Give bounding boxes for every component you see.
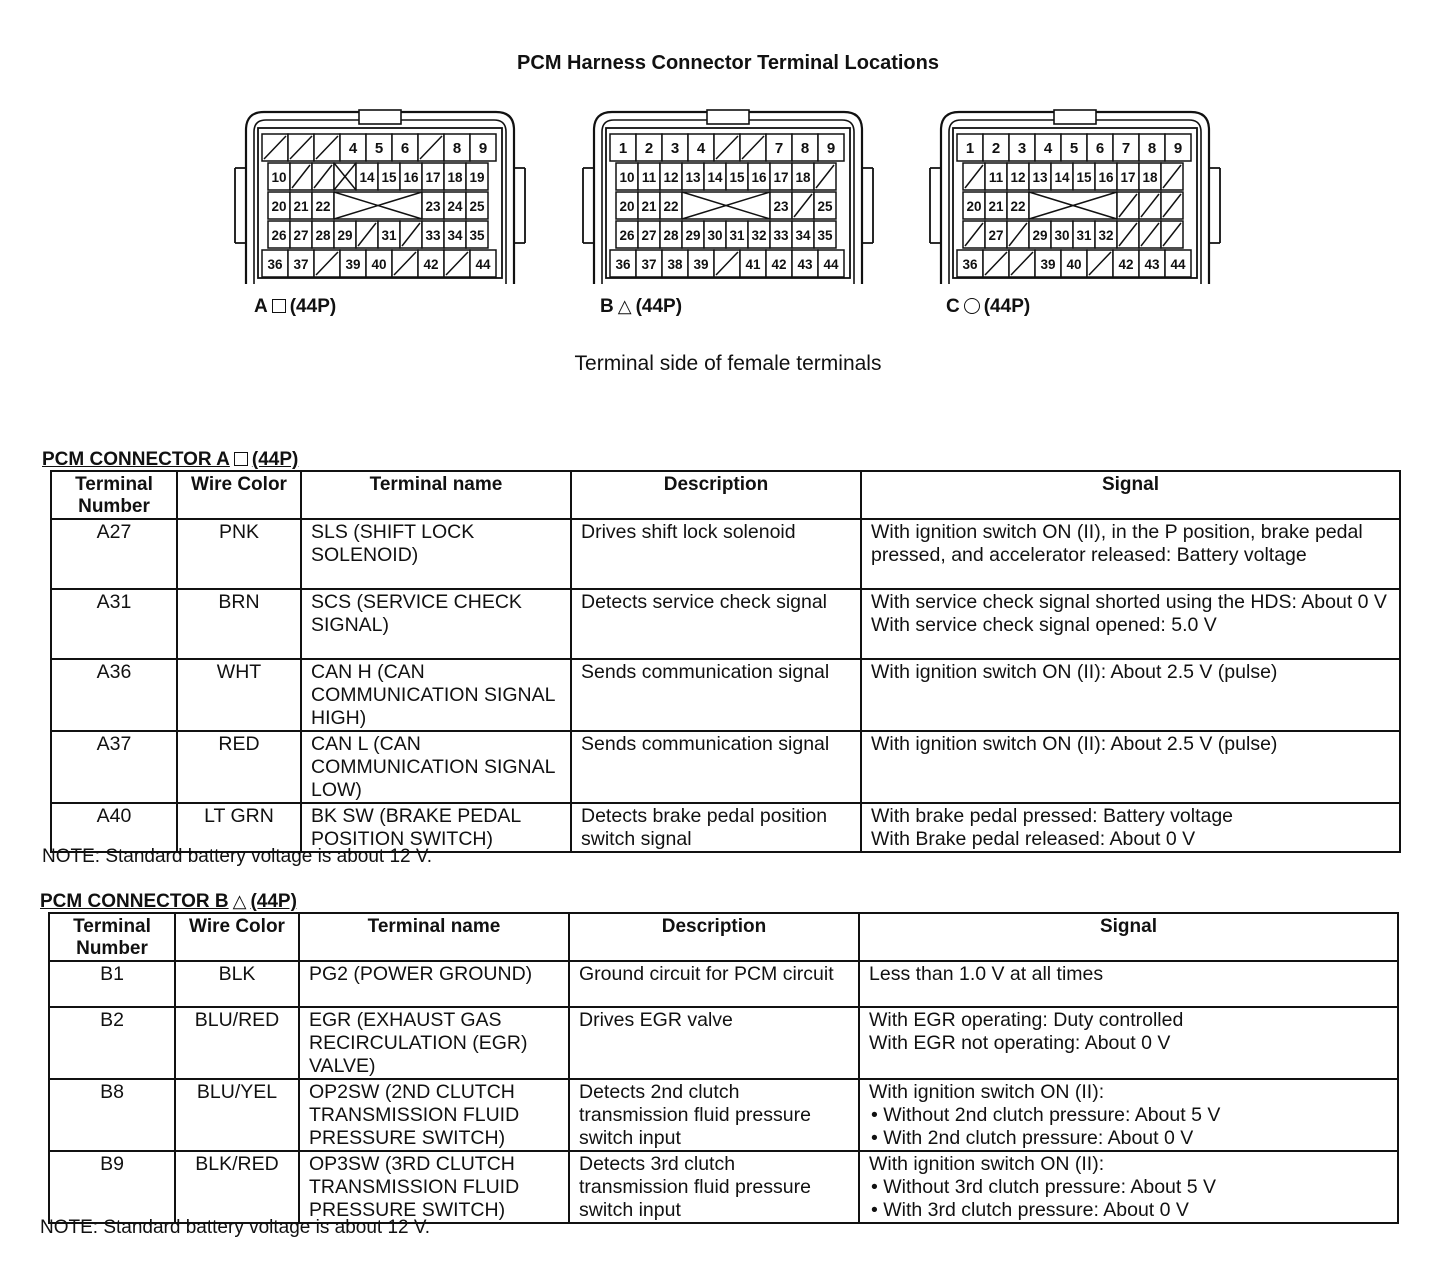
connector-a-diagram <box>232 108 528 284</box>
description-cell: Detects brake pedal position switch signal <box>571 803 861 852</box>
terminal-pin-label: 1 <box>618 140 628 157</box>
terminal-pin-label: 20 <box>619 199 635 214</box>
note-b: NOTE: Standard battery voltage is about 12 V. <box>40 1217 431 1238</box>
description-cell: Drives EGR valve <box>569 1007 859 1079</box>
terminal-pin-label: 15 <box>729 170 745 185</box>
terminal-name-cell: CAN H (CAN COMMUNICATION SIGNAL HIGH) <box>301 659 571 731</box>
terminal-pin-label: 28 <box>663 228 679 243</box>
terminal-pin-label: 44 <box>823 257 839 272</box>
signal-line: Less than 1.0 V at all times <box>869 963 1104 985</box>
terminal-name-cell: PG2 (POWER GROUND) <box>299 961 569 1007</box>
terminal-pin-label: 42 <box>423 257 439 272</box>
terminal-pin-label: 14 <box>1054 170 1070 185</box>
terminal-pin-label: 20 <box>966 199 982 214</box>
terminal-pin-label: 44 <box>475 257 491 272</box>
terminal-name-cell: EGR (EXHAUST GAS RECIRCULATION (EGR) VALVE) <box>299 1007 569 1079</box>
terminal-pin-label: 35 <box>469 228 485 243</box>
terminal-pin-label: 16 <box>751 170 767 185</box>
description-cell: Ground circuit for PCM circuit <box>569 961 859 1007</box>
terminal-pin-label: 27 <box>293 228 309 243</box>
terminal-pin-label: 26 <box>271 228 287 243</box>
square-symbol-icon <box>234 452 248 466</box>
terminal-pin-label: 10 <box>271 170 287 185</box>
signal-line: With service check signal shorted using the HDS: About 0 V <box>871 591 1387 613</box>
terminal-pin-label: 4 <box>1043 140 1053 157</box>
terminal-pin-label: 9 <box>826 140 836 157</box>
terminal-pin-label: 25 <box>817 199 833 214</box>
terminal-pin-label: 6 <box>1095 140 1105 157</box>
page-title: PCM Harness Connector Terminal Locations <box>517 52 939 74</box>
terminal-pin-label: 10 <box>619 170 635 185</box>
wire-color-cell: LT GRN <box>177 803 301 852</box>
header-terminal-name: Terminal name <box>299 913 569 961</box>
terminal-pin-label: 36 <box>615 257 631 272</box>
signal-cell <box>859 1079 1398 1151</box>
terminal-pin-label: 36 <box>267 257 283 272</box>
table-row <box>49 1079 1398 1151</box>
terminal-pin-label: 30 <box>707 228 723 243</box>
header-signal: Signal <box>861 471 1400 519</box>
terminal-pin-label: 31 <box>381 228 397 243</box>
signal-cell <box>859 961 1398 1007</box>
terminal-pin-label: 17 <box>1120 170 1136 185</box>
signal-cell <box>861 519 1400 589</box>
terminal-name-cell: SCS (SERVICE CHECK SIGNAL) <box>301 589 571 659</box>
terminal-pin-label: 31 <box>729 228 745 243</box>
terminal-pin-label: 29 <box>685 228 701 243</box>
terminal-pin-label: 23 <box>773 199 789 214</box>
terminal-pin-label: 27 <box>641 228 657 243</box>
terminal-pin-label: 8 <box>452 140 462 157</box>
connector-a-heading: PCM CONNECTOR A (44P) <box>42 449 299 470</box>
triangle-symbol-icon: △ <box>232 891 247 911</box>
terminal-pin-label: 12 <box>1010 170 1026 185</box>
terminal-cell: A31 <box>51 589 177 659</box>
terminal-pin-label: 32 <box>751 228 767 243</box>
terminal-pin-label: 39 <box>345 257 361 272</box>
terminal-pin-label: 14 <box>359 170 375 185</box>
signal-line: With ignition switch ON (II), in the P position, brake pedal pressed, and accelerator released: Battery voltage <box>871 521 1363 566</box>
description-cell: Sends communication signal <box>571 659 861 731</box>
terminal-pin-label: 21 <box>641 199 657 214</box>
table-header-row <box>51 471 1400 519</box>
terminal-pin-label: 30 <box>1054 228 1070 243</box>
triangle-symbol-icon: △ <box>617 296 632 316</box>
table-header-row <box>49 913 1398 961</box>
terminal-pin-label: 33 <box>425 228 441 243</box>
description-cell: Drives shift lock solenoid <box>571 519 861 589</box>
terminal-pin-label: 29 <box>1032 228 1048 243</box>
connector-c-label: C (44P) <box>946 296 1031 317</box>
terminal-pin-label: 12 <box>663 170 679 185</box>
header-terminal-number: Terminal Number <box>49 913 175 961</box>
table-row <box>51 589 1400 659</box>
signal-cell <box>861 731 1400 803</box>
terminal-pin-label: 36 <box>962 257 978 272</box>
terminal-pin-label: 18 <box>1142 170 1158 185</box>
signal-line: • Without 2nd clutch pressure: About 5 V <box>871 1104 1221 1126</box>
connector-b-label: B △ (44P) <box>600 296 683 317</box>
terminal-pin-label: 42 <box>1118 257 1134 272</box>
wire-color-cell: BLK/RED <box>175 1151 299 1223</box>
terminal-cell: B1 <box>49 961 175 1007</box>
terminal-pin-label: 31 <box>1076 228 1092 243</box>
terminal-pin-label: 9 <box>478 140 488 157</box>
wire-color-cell: BRN <box>177 589 301 659</box>
terminal-pin-label: 8 <box>1147 140 1157 157</box>
terminal-pin-label: 5 <box>1069 140 1079 157</box>
signal-line: With ignition switch ON (II): About 2.5 V (pulse) <box>871 661 1278 683</box>
connector-b-heading: PCM CONNECTOR B △ (44P) <box>40 891 297 912</box>
connector-c-diagram <box>927 108 1223 284</box>
header-description: Description <box>569 913 859 961</box>
table-row <box>51 519 1400 589</box>
header-signal: Signal <box>859 913 1398 961</box>
square-symbol-icon <box>272 299 286 313</box>
description-cell: Detects 3rd clutch transmission fluid pressure switch input <box>569 1151 859 1223</box>
terminal-cell: B2 <box>49 1007 175 1079</box>
terminal-name-cell: CAN L (CAN COMMUNICATION SIGNAL LOW) <box>301 731 571 803</box>
signal-cell <box>859 1151 1398 1223</box>
terminal-pin-label: 42 <box>771 257 787 272</box>
terminal-pin-label: 22 <box>1010 199 1026 214</box>
terminal-pin-label: 23 <box>425 199 441 214</box>
terminal-pin-label: 43 <box>797 257 813 272</box>
signal-cell <box>861 803 1400 852</box>
terminal-cell: A40 <box>51 803 177 852</box>
terminal-name-cell: BK SW (BRAKE PEDAL POSITION SWITCH) <box>301 803 571 852</box>
terminal-pin-label: 41 <box>745 257 761 272</box>
wire-color-cell: BLU/YEL <box>175 1079 299 1151</box>
terminal-pin-label: 21 <box>293 199 309 214</box>
terminal-pin-label: 35 <box>817 228 833 243</box>
signal-line: • With 2nd clutch pressure: About 0 V <box>871 1127 1194 1149</box>
table-row <box>51 803 1400 852</box>
terminal-pin-label: 34 <box>447 228 463 243</box>
terminal-pin-label: 37 <box>641 257 657 272</box>
table-row <box>49 1151 1398 1223</box>
terminal-pin-label: 38 <box>667 257 683 272</box>
terminal-pin-label: 28 <box>315 228 331 243</box>
terminal-pin-label: 32 <box>1098 228 1114 243</box>
terminal-pin-label: 16 <box>403 170 419 185</box>
terminal-pin-label: 11 <box>641 170 657 185</box>
terminal-pin-label: 43 <box>1144 257 1160 272</box>
terminal-cell: B8 <box>49 1079 175 1151</box>
terminal-pin-label: 27 <box>988 228 1004 243</box>
terminal-pin-label: 15 <box>381 170 397 185</box>
terminal-pin-label: 29 <box>337 228 353 243</box>
terminal-pin-label: 5 <box>374 140 384 157</box>
signal-line: With ignition switch ON (II): <box>869 1153 1105 1175</box>
header-description: Description <box>571 471 861 519</box>
connector-a-label: A (44P) <box>254 296 337 317</box>
terminal-pin-label: 17 <box>425 170 441 185</box>
diagram-caption: Terminal side of female terminals <box>574 352 882 375</box>
description-cell: Detects service check signal <box>571 589 861 659</box>
wire-color-cell: WHT <box>177 659 301 731</box>
terminal-pin-label: 33 <box>773 228 789 243</box>
header-wire-color: Wire Color <box>175 913 299 961</box>
signal-line: With brake pedal pressed: Battery voltage <box>871 805 1234 827</box>
terminal-cell: A27 <box>51 519 177 589</box>
signal-line: With EGR not operating: About 0 V <box>869 1032 1171 1054</box>
signal-cell <box>861 659 1400 731</box>
terminal-pin-label: 40 <box>371 257 387 272</box>
terminal-pin-label: 21 <box>988 199 1004 214</box>
signal-line: With ignition switch ON (II): <box>869 1081 1105 1103</box>
terminal-name-cell: OP2SW (2ND CLUTCH TRANSMISSION FLUID PRESSURE SWITCH) <box>299 1079 569 1151</box>
terminal-cell: B9 <box>49 1151 175 1223</box>
connector-b-diagram <box>580 108 876 284</box>
header-wire-color: Wire Color <box>177 471 301 519</box>
terminal-pin-label: 13 <box>685 170 701 185</box>
terminal-pin-label: 19 <box>469 170 485 185</box>
description-cell: Detects 2nd clutch transmission fluid pressure switch input <box>569 1079 859 1151</box>
terminal-pin-label: 16 <box>1098 170 1114 185</box>
note-a: NOTE: Standard battery voltage is about 12 V. <box>42 846 433 867</box>
terminal-pin-label: 17 <box>773 170 789 185</box>
signal-line: With ignition switch ON (II): About 2.5 V (pulse) <box>871 733 1278 755</box>
connector-a-table <box>50 470 1401 853</box>
terminal-pin-label: 39 <box>1040 257 1056 272</box>
terminal-pin-label: 25 <box>469 199 485 214</box>
description-cell: Sends communication signal <box>571 731 861 803</box>
terminal-pin-label: 20 <box>271 199 287 214</box>
terminal-pin-label: 15 <box>1076 170 1092 185</box>
terminal-pin-label: 24 <box>447 199 463 214</box>
terminal-pin-label: 34 <box>795 228 811 243</box>
terminal-name-cell: OP3SW (3RD CLUTCH TRANSMISSION FLUID PRESSURE SWITCH) <box>299 1151 569 1223</box>
terminal-pin-label: 3 <box>1017 140 1027 157</box>
terminal-pin-label: 22 <box>663 199 679 214</box>
terminal-pin-label: 18 <box>795 170 811 185</box>
terminal-pin-label: 13 <box>1032 170 1048 185</box>
terminal-pin-label: 11 <box>988 170 1004 185</box>
table-row <box>49 961 1398 1007</box>
circle-symbol-icon <box>964 298 980 314</box>
connector-b-table <box>48 912 1399 1224</box>
terminal-cell: A36 <box>51 659 177 731</box>
terminal-pin-label: 22 <box>315 199 331 214</box>
terminal-pin-label: 14 <box>707 170 723 185</box>
terminal-pin-label: 7 <box>1121 140 1131 157</box>
terminal-pin-label: 9 <box>1173 140 1183 157</box>
wire-color-cell: PNK <box>177 519 301 589</box>
terminal-pin-label: 6 <box>400 140 410 157</box>
terminal-pin-label: 7 <box>774 140 784 157</box>
terminal-pin-label: 44 <box>1170 257 1186 272</box>
terminal-pin-label: 4 <box>696 140 706 157</box>
terminal-pin-label: 37 <box>293 257 309 272</box>
signal-line: With EGR operating: Duty controlled <box>869 1009 1184 1031</box>
wire-color-cell: RED <box>177 731 301 803</box>
terminal-pin-label: 8 <box>800 140 810 157</box>
table-row <box>49 1007 1398 1079</box>
signal-line: With service check signal opened: 5.0 V <box>871 614 1217 636</box>
wire-color-cell: BLU/RED <box>175 1007 299 1079</box>
signal-cell <box>861 589 1400 659</box>
terminal-pin-label: 4 <box>348 140 358 157</box>
terminal-pin-label: 39 <box>693 257 709 272</box>
signal-line: • With 3rd clutch pressure: About 0 V <box>871 1199 1189 1221</box>
terminal-pin-label: 2 <box>644 140 654 157</box>
signal-line: With Brake pedal released: About 0 V <box>871 828 1196 850</box>
table-row <box>51 659 1400 731</box>
terminal-pin-label: 2 <box>991 140 1001 157</box>
signal-cell <box>859 1007 1398 1079</box>
header-terminal-number: Terminal Number <box>51 471 177 519</box>
terminal-pin-label: 18 <box>447 170 463 185</box>
terminal-pin-label: 40 <box>1066 257 1082 272</box>
terminal-cell: A37 <box>51 731 177 803</box>
signal-line: • Without 3rd clutch pressure: About 5 V <box>871 1176 1217 1198</box>
terminal-name-cell: SLS (SHIFT LOCK SOLENOID) <box>301 519 571 589</box>
header-terminal-name: Terminal name <box>301 471 571 519</box>
terminal-pin-label: 1 <box>965 140 975 157</box>
table-row <box>51 731 1400 803</box>
terminal-pin-label: 3 <box>670 140 680 157</box>
wire-color-cell: BLK <box>175 961 299 1007</box>
terminal-pin-label: 26 <box>619 228 635 243</box>
